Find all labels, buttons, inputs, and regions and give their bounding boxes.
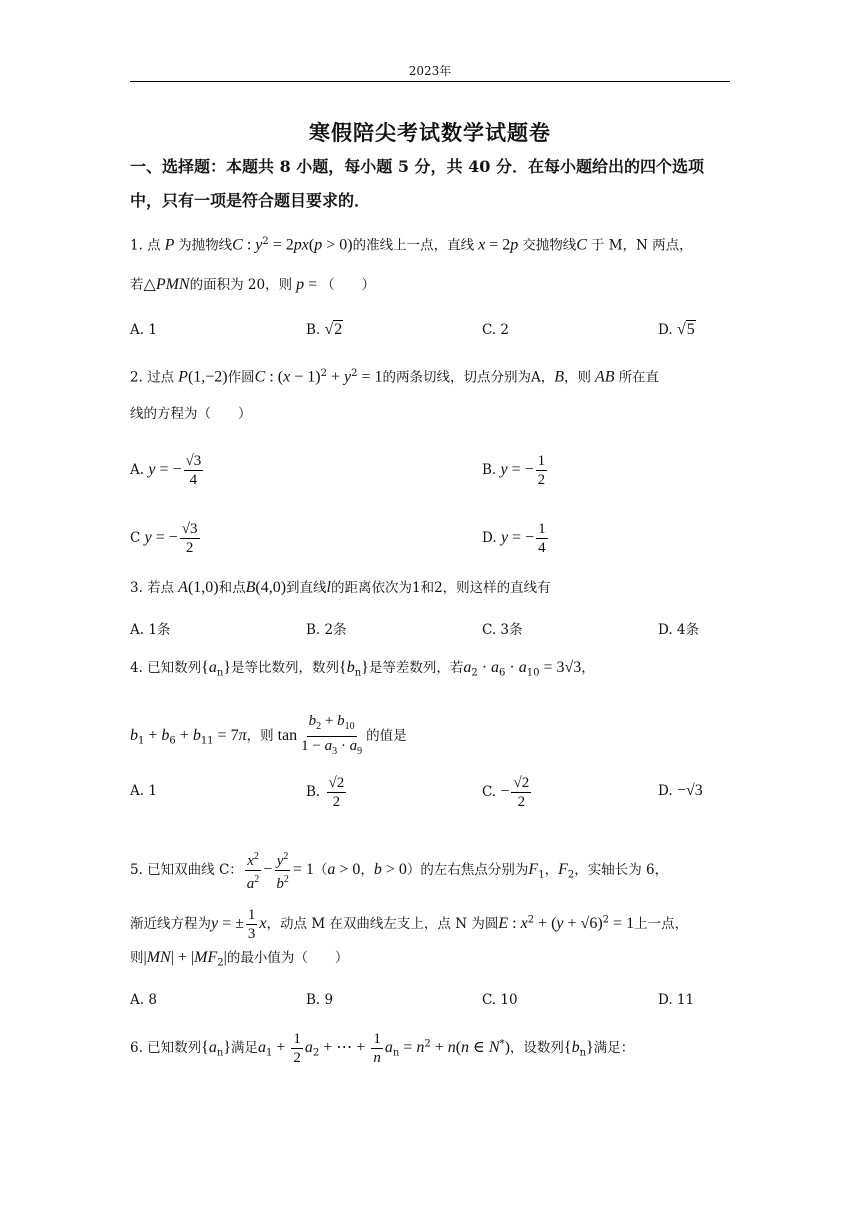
q4-option-d[interactable]: D. −√3 [658,782,703,799]
question-6-line-1: 6. 已知数列$\{a_n\}$满足$a_1$ + $\frac{1}{2}$ $a_2$ + ⋯ + $\frac{1}{n}$ $a_n = n^2 + n(n$ ∈ N*)，设数列$\{b_n\}$满足： [130,1031,635,1066]
question-5-line-3: 则$|MN| + |MF_2|$的最小值为（ ） [130,949,349,969]
question-5-line-1: 5. 已知双曲线 C： $\frac{x^2}{a^2}$ − $\frac{y^2}{b^2}$ = 1（a > 0，b > 0）的左右焦点分别为$F_1$，$F_2$，实轴长为 6， [130,848,668,893]
question-1-line-2: 若△PMN的面积为 20，则 p = （ ） [130,276,376,293]
q4-option-c[interactable]: C. − $\frac{√2}{2}$ [482,775,530,810]
page-header-year: 2023年 [408,64,452,78]
q3-option-b[interactable]: B. 2条 [306,622,347,638]
question-4-line-2: $b_1 + b_6 + b_{11} = 7\pi$，则 tan $\frac{b_2 + b_{10}}{1 - a_3 \cdot a_9}$ 的值是 [130,713,407,757]
q5-option-a[interactable]: A. 8 [130,992,157,1008]
q1-option-c[interactable]: C. 2 [482,322,510,338]
section-instructions [130,150,740,218]
q5-option-d[interactable]: D. 11 [658,992,695,1008]
q2-option-a[interactable]: A. y = − $\frac{√3}{4}$ [130,453,202,488]
question-2-line-1: 2. 过点 P(1,−2)作圆C : $(x - 1)^2 + y^2 = 1$的两条切线，切点分别为A，B，则 AB 所在直 [130,368,660,386]
q1-option-d[interactable]: D. √5 [658,321,695,338]
q4-option-a[interactable]: A. 1 [130,783,157,799]
q5-option-c[interactable]: C. 10 [482,992,518,1008]
q3-option-d[interactable]: D. 4条 [658,622,700,638]
q2-option-c[interactable]: C y = − $\frac{√3}{2}$ [130,521,198,556]
header-divider [130,81,730,82]
section-line-1: 一、选择题：本题共 8 小题，每小题 5 分，共 40 分．在每小题给出的四个选项 [130,157,704,176]
q2-option-d[interactable]: D. y = − $\frac{1}{4}$ [482,521,546,556]
question-1-line-1: 1. 点 P 为抛物线C : $y^2 = 2px(p > 0)$的准线上一点，直线 x = 2p 交抛物线C 于 M，N 两点， [130,236,693,254]
exam-title: 寒假陪尖考试数学试题卷 [309,120,551,145]
q2-option-b[interactable]: B. y = − $\frac{1}{2}$ [482,453,546,488]
q4-option-b[interactable]: B. $\frac{√2}{2}$ [306,775,345,810]
question-5-line-2: 渐近线方程为y = ± $\frac{1}{3}$ x，动点 M 在双曲线左支上，点 N 为圆E : $x^2 + (y + √6)^2 = 1$上一点， [130,907,689,942]
q1-option-a[interactable]: A. 1 [130,322,157,338]
question-3-line-1: 3. 若点 A(1,0)和点B(4,0)到直线l的距离依次为1和2，则这样的直线有 [130,579,551,596]
question-2-line-2: 线的方程为（ ） [130,406,252,422]
question-4-line-1: 4. 已知数列$\{a_n\}$是等比数列，数列$\{b_n\}$是等差数列，若$a_2 \cdot a_6 \cdot a_{10} = 3√3$， [130,659,595,679]
q1-option-b[interactable]: B. √2 [306,321,343,338]
q3-option-c[interactable]: C. 3条 [482,622,523,638]
q3-option-a[interactable]: A. 1条 [130,622,171,638]
q5-option-b[interactable]: B. 9 [306,992,334,1008]
section-line-2: 中，只有一项是符合题目要求的． [130,191,371,210]
